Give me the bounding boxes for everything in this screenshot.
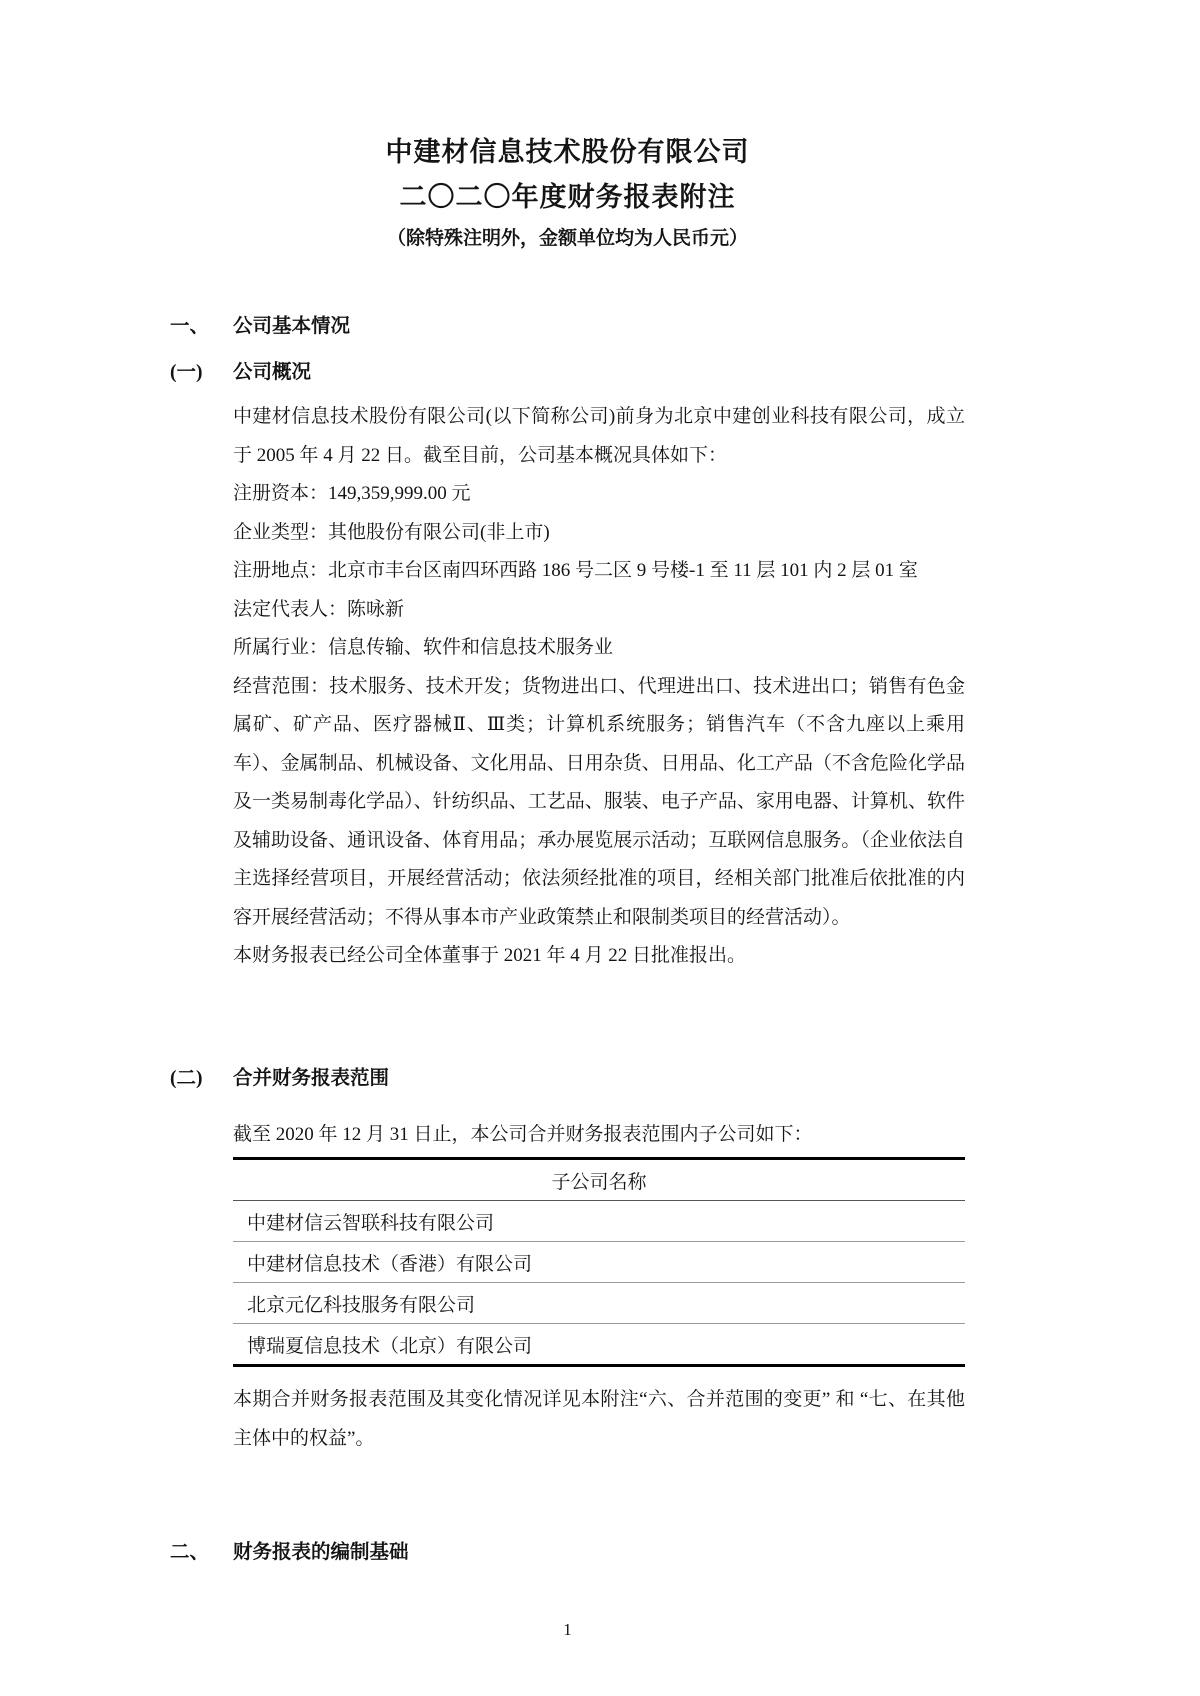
subsection-1-1-heading	[170, 358, 965, 388]
section-2-title: 财务报表的编制基础	[233, 1542, 409, 1563]
currency-note-subtitle: （除特殊注明外，金额单位均为人民币元）	[386, 228, 748, 249]
company-title: 中建材信息技术股份有限公司	[385, 137, 750, 167]
subsection-1-2-title: 合并财务报表范围	[233, 1067, 390, 1089]
industry-line: 所属行业：信息传输、软件和信息技术服务业	[233, 637, 614, 658]
enterprise-type-line: 企业类型：其他股份有限公司(非上市)	[233, 521, 550, 543]
registered-capital-line: 注册资本：149,359,999.00 元	[233, 483, 471, 504]
consolidation-intro-line: 截至 2020 年 12 月 31 日止，本公司合并财务报表范围内子公司如下：	[233, 1123, 813, 1145]
business-scope-paragraph: 经营范围：技术服务、技术开发；货物进出口、代理进出口、技术进出口；销售有色金属矿、矿产品、医疗器械Ⅱ、Ⅲ类；计算机系统服务；销售汽车（不含九座以上乘用车）、金属制品、机械设备、文化用品、日用杂货、日用品、化工产品（不含危险化学品及一类易制毒化学品）、针纺织品、工艺品、服装、电子产品、家用电器、计算机、软件及辅助设备、通讯设备、体育用品；承办展览展示活动；互联网信息服务。（企业依法自主选择经营项目，开展经营活动；依法须经批准的项目，经相关部门批准后依批准的内容开展经营活动；不得从事本市产业政策禁止和限制类项目的经营活动）。	[233, 675, 965, 928]
subsection-1-2-number: (二)	[170, 1067, 203, 1089]
subsidiaries-table	[233, 1157, 965, 1367]
section-1-number: 一、	[170, 316, 210, 337]
section-2-heading	[170, 1538, 965, 1568]
table-row: 中建材信云智联科技有限公司	[233, 1201, 965, 1242]
consolidation-scope-body	[233, 1116, 965, 1155]
subsection-1-1-number: (一)	[170, 362, 203, 383]
document-header	[170, 130, 965, 256]
section-1-title: 公司基本情况	[233, 316, 351, 337]
company-history-paragraph: 中建材信息技术股份有限公司(以下简称公司)前身为北京中建创业科技有限公司，成立于 2005 年 4 月 22 日。截至目前，公司基本概况具体如下：	[233, 406, 965, 466]
registered-address-line: 注册地点：北京市丰台区南四环西路 186 号二区 9 号楼-1 至 11 层 101 内 2 层 01 室	[233, 560, 918, 581]
approval-statement-line: 本财务报表已经公司全体董事于 2021 年 4 月 22 日批准报出。	[233, 945, 747, 966]
page-number: 1	[563, 1620, 572, 1639]
company-profile-body	[233, 398, 965, 976]
section-2-number: 二、	[170, 1542, 210, 1563]
subsection-1-1-title: 公司概况	[233, 362, 312, 383]
consolidation-note-body	[233, 1381, 965, 1458]
section-1-heading	[170, 312, 965, 342]
table-row: 北京元亿科技服务有限公司	[233, 1283, 965, 1324]
consolidation-note-paragraph: 本期合并财务报表范围及其变化情况详见本附注“六、合并范围的变更” 和 “七、在其他主体中的权益”。	[233, 1389, 965, 1449]
legal-representative-line: 法定代表人：陈咏新	[233, 598, 405, 620]
subsection-1-2-heading	[170, 1064, 965, 1094]
table-row: 博瑞夏信息技术（北京）有限公司	[247, 1336, 533, 1357]
subsidiaries-table-header: 子公司名称	[233, 1160, 965, 1201]
report-title: 二〇二〇年度财务报表附注	[399, 182, 736, 212]
table-row: 中建材信息技术（香港）有限公司	[233, 1242, 965, 1283]
